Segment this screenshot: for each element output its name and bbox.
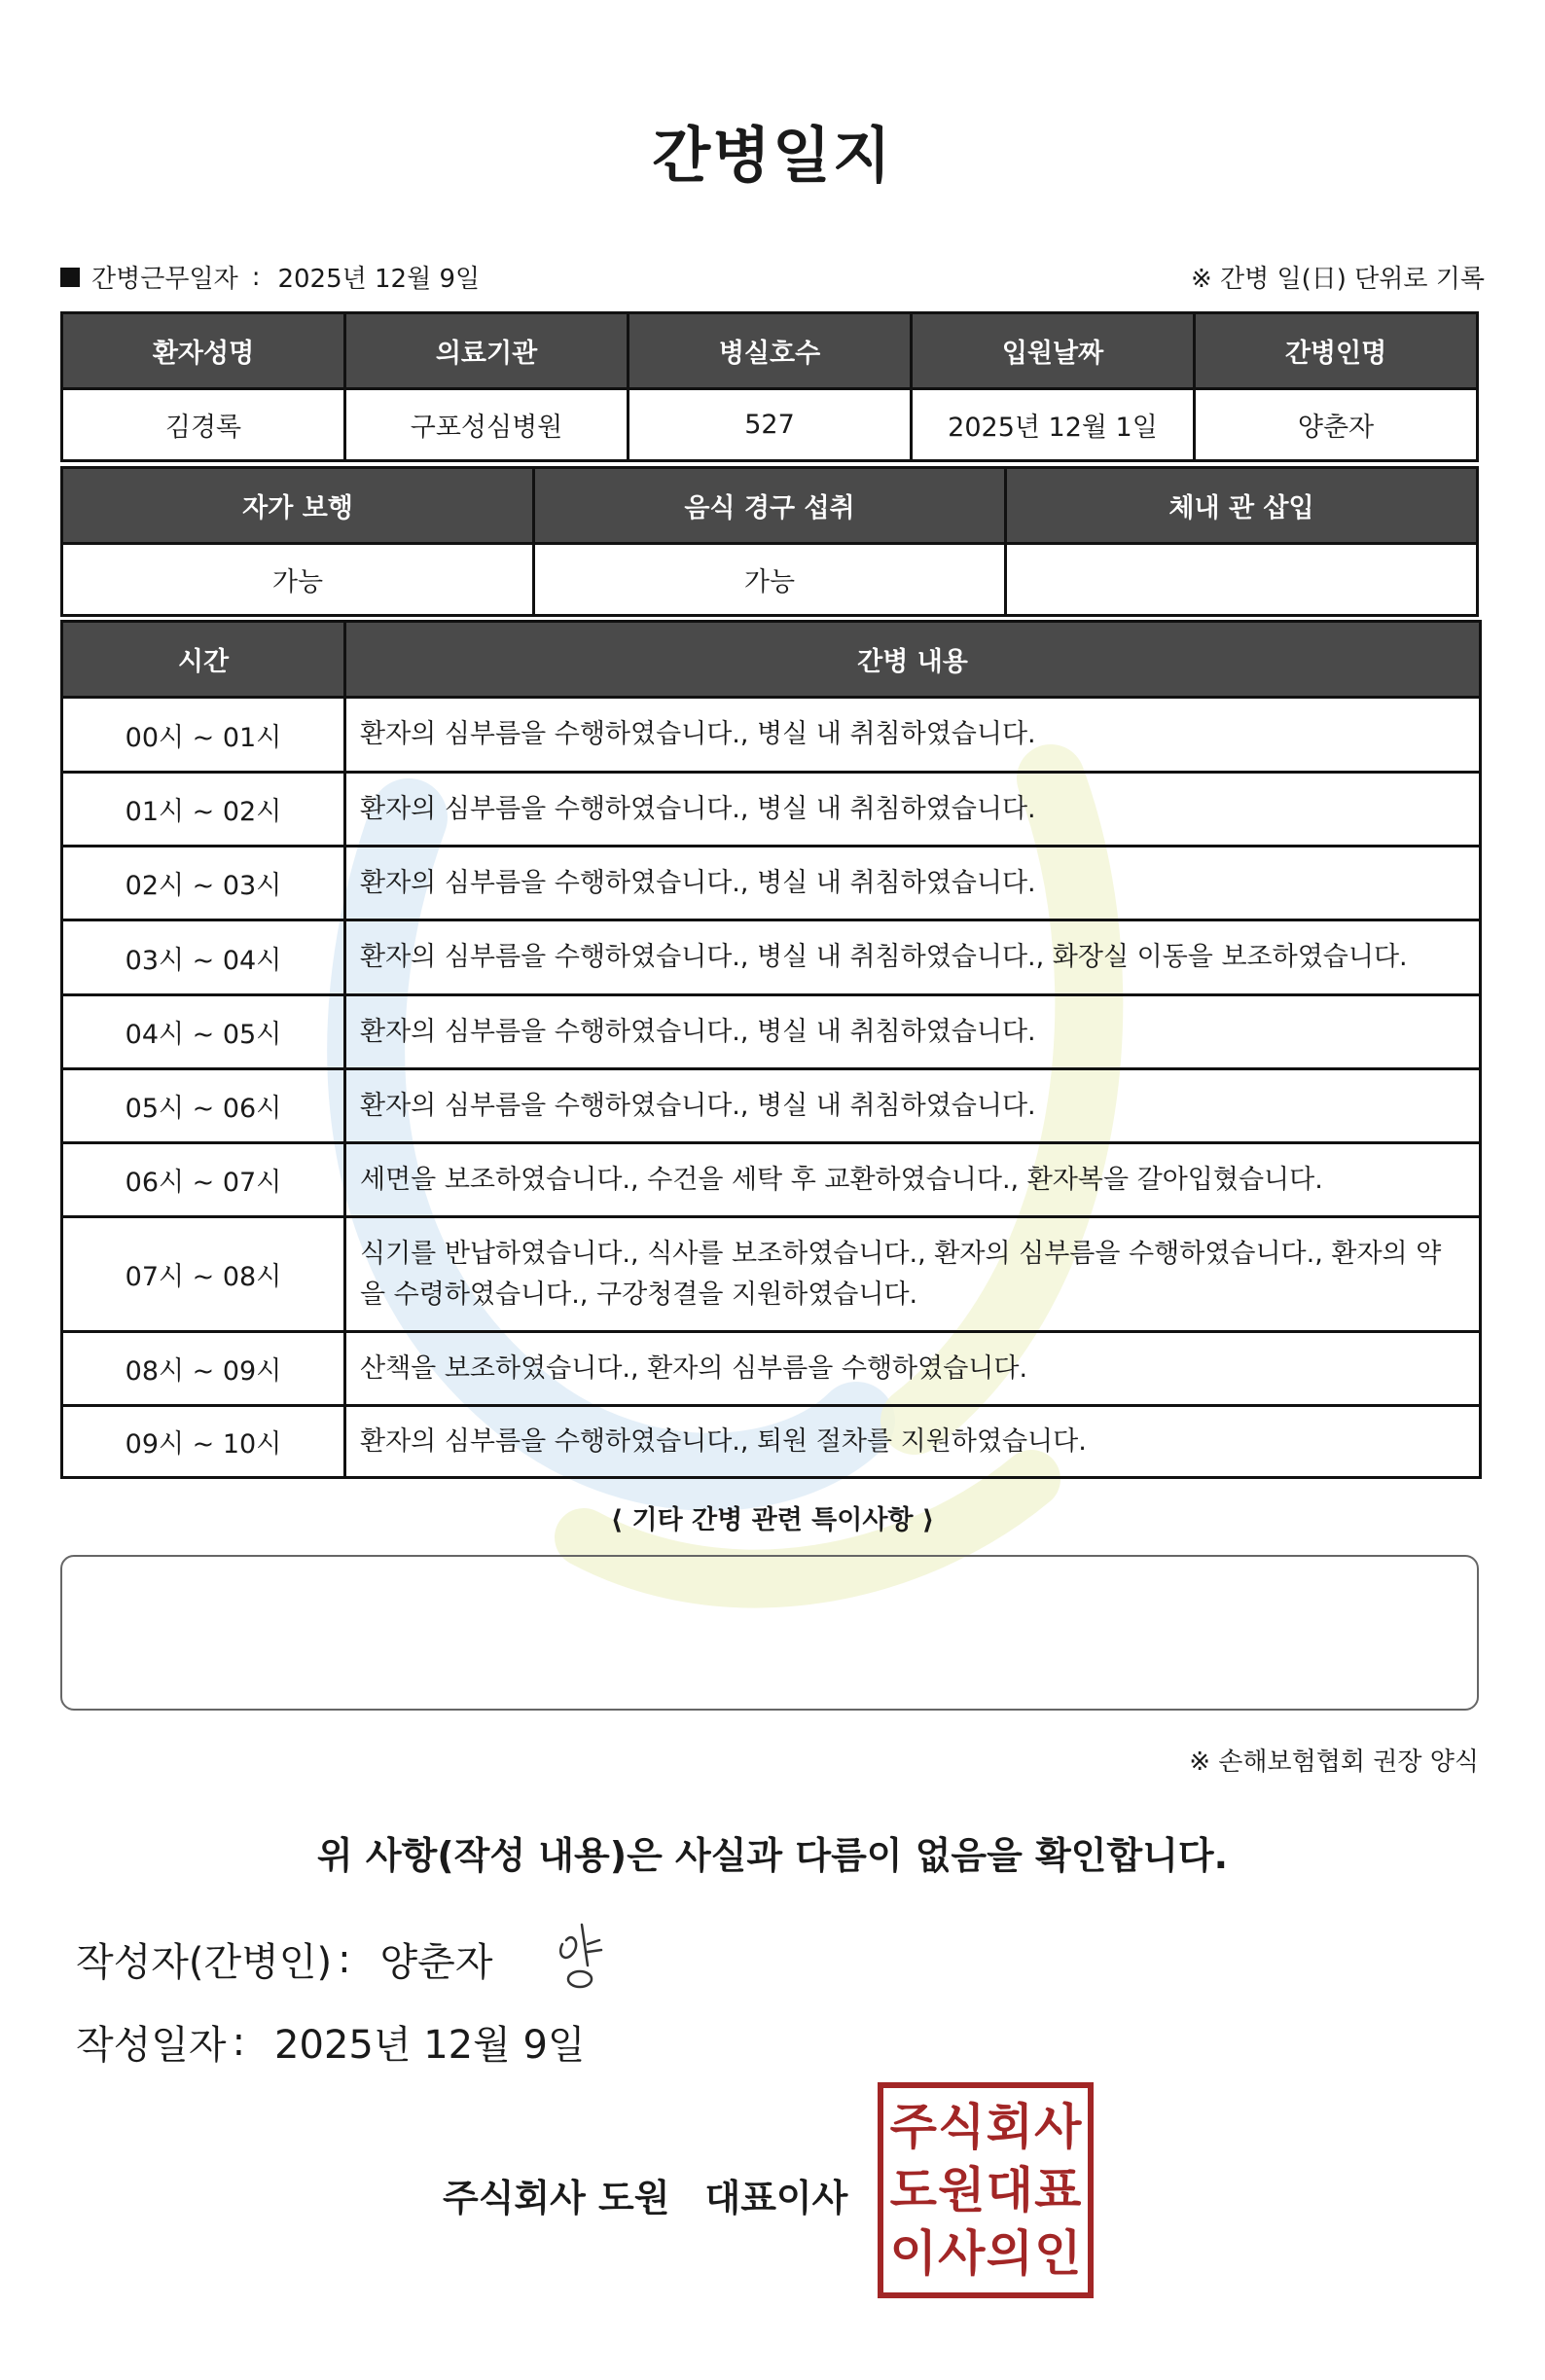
work-date-row xyxy=(60,259,480,295)
tube-insertion-value xyxy=(1006,544,1478,616)
patient-info-table xyxy=(60,311,1479,462)
written-date-value: 2025년 12월 9일 xyxy=(274,2023,586,2068)
table-row xyxy=(62,1332,1481,1406)
self-walking-value: 가능 xyxy=(62,544,534,616)
confirmation-statement: 위 사항(작성 내용)은 사실과 다름이 없음을 확인합니다. xyxy=(316,1834,1229,1877)
table-row xyxy=(62,773,1481,847)
oral-intake-value: 가능 xyxy=(534,544,1006,616)
header-care-content: 간병 내용 xyxy=(345,622,1481,698)
content-cell: 세면을 보조하였습니다., 수건을 세탁 후 교환하였습니다., 환자복을 갈아입혔습니다. xyxy=(345,1143,1481,1217)
time-cell: 01시 ~ 02시 xyxy=(62,773,345,847)
time-cell: 05시 ~ 06시 xyxy=(62,1069,345,1143)
page-title: 간병일지 xyxy=(652,120,893,191)
table-row xyxy=(62,847,1481,920)
header-admission-date: 입원날짜 xyxy=(912,313,1195,389)
content-cell: 산책을 보조하였습니다., 환자의 심부름을 수행하였습니다. xyxy=(345,1332,1481,1406)
header-room-number: 병실호수 xyxy=(629,313,912,389)
written-date-row xyxy=(76,2014,586,2070)
content-cell: 환자의 심부름을 수행하였습니다., 병실 내 취침하였습니다. xyxy=(345,847,1481,920)
time-cell: 04시 ~ 05시 xyxy=(62,995,345,1069)
time-cell: 02시 ~ 03시 xyxy=(62,847,345,920)
time-cell: 00시 ~ 01시 xyxy=(62,698,345,773)
writer-name: 양춘자 xyxy=(379,1940,493,1985)
header-oral-intake: 음식 경구 섭취 xyxy=(534,468,1006,544)
record-unit-note: ※ 간병 일(日) 단위로 기록 xyxy=(1190,265,1485,294)
time-cell: 08시 ~ 09시 xyxy=(62,1332,345,1406)
colon-separator: : xyxy=(232,2019,246,2065)
condition-value-row xyxy=(62,544,1478,616)
table-row xyxy=(62,920,1481,995)
time-cell: 07시 ~ 08시 xyxy=(62,1217,345,1332)
content-cell: 환자의 심부름을 수행하였습니다., 병실 내 취침하였습니다. xyxy=(345,773,1481,847)
patient-info-value-row xyxy=(62,389,1478,461)
content-cell: 식기를 반납하였습니다., 식사를 보조하였습니다., 환자의 심부름을 수행하였습니다., 환자의 약을 수령하였습니다., 구강청결을 지원하였습니다. xyxy=(345,1217,1481,1332)
colon-separator: : xyxy=(251,262,261,292)
table-row xyxy=(62,1406,1481,1478)
header-hospital: 의료기관 xyxy=(345,313,629,389)
recommended-form-note: ※ 손해보험협회 권장 양식 xyxy=(1189,1748,1479,1777)
header-self-walking: 자가 보행 xyxy=(62,468,534,544)
company-name: 주식회사 도원 xyxy=(443,2177,670,2219)
time-cell: 09시 ~ 10시 xyxy=(62,1406,345,1478)
care-log-header-row xyxy=(62,622,1481,698)
handwritten-signature-icon xyxy=(553,1915,630,1993)
table-row xyxy=(62,1143,1481,1217)
table-row xyxy=(62,995,1481,1069)
caregiver-name-value: 양춘자 xyxy=(1195,389,1478,461)
company-seal-stamp: 주 식 회 사 도 원 대 표 이 사 의 인 xyxy=(878,2082,1094,2298)
condition-header-row xyxy=(62,468,1478,544)
representative-title: 대표이사 xyxy=(704,2177,848,2219)
content-cell: 환자의 심부름을 수행하였습니다., 병실 내 취침하였습니다. xyxy=(345,1069,1481,1143)
square-bullet-icon xyxy=(60,268,80,287)
colon-separator: : xyxy=(338,1936,351,1982)
work-date-label: 간병근무일자 xyxy=(91,265,238,294)
hospital-value: 구포성심병원 xyxy=(345,389,629,461)
content-cell: 환자의 심부름을 수행하였습니다., 병실 내 취침하였습니다., 화장실 이동을 보조하였습니다. xyxy=(345,920,1481,995)
table-row xyxy=(62,1069,1481,1143)
room-number-value: 527 xyxy=(629,389,912,461)
content-cell: 환자의 심부름을 수행하였습니다., 병실 내 취침하였습니다. xyxy=(345,698,1481,773)
writer-label: 작성자(간병인) xyxy=(76,1940,333,1985)
remarks-title: ⟨ 기타 간병 관련 특이사항 ⟩ xyxy=(610,1505,935,1535)
header-tube-insertion: 체내 관 삽입 xyxy=(1006,468,1478,544)
header-time: 시간 xyxy=(62,622,345,698)
time-cell: 03시 ~ 04시 xyxy=(62,920,345,995)
patient-condition-table xyxy=(60,466,1479,617)
time-cell: 06시 ~ 07시 xyxy=(62,1143,345,1217)
company-signature-line xyxy=(443,2168,847,2221)
admission-date-value: 2025년 12월 1일 xyxy=(912,389,1195,461)
writer-row xyxy=(76,1931,492,1987)
remarks-box xyxy=(60,1555,1479,1711)
header-caregiver-name: 간병인명 xyxy=(1195,313,1478,389)
content-cell: 환자의 심부름을 수행하였습니다., 병실 내 취침하였습니다. xyxy=(345,995,1481,1069)
patient-info-header-row xyxy=(62,313,1478,389)
table-row xyxy=(62,1217,1481,1332)
care-log-table xyxy=(60,620,1482,1479)
header-patient-name: 환자성명 xyxy=(62,313,345,389)
written-date-label: 작성일자 xyxy=(76,2023,227,2068)
patient-name-value: 김경록 xyxy=(62,389,345,461)
work-date-value: 2025년 12월 9일 xyxy=(277,265,481,294)
content-cell: 환자의 심부름을 수행하였습니다., 퇴원 절차를 지원하였습니다. xyxy=(345,1406,1481,1478)
table-row xyxy=(62,698,1481,773)
